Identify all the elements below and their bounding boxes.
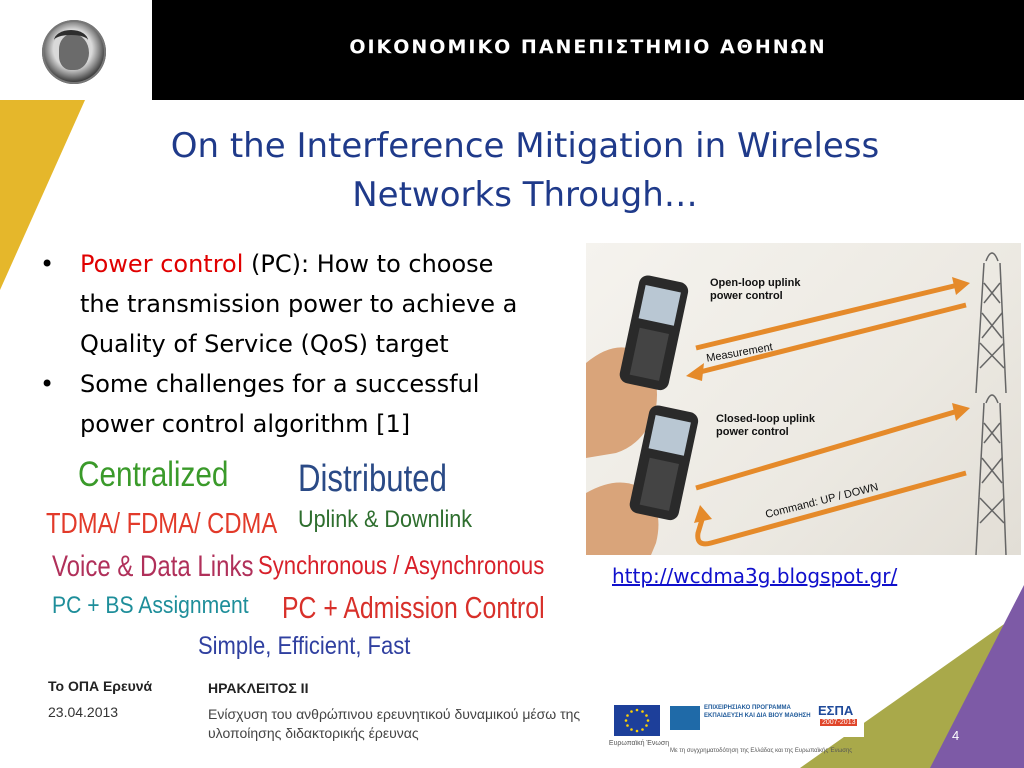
- label-measurement: Measurement: [705, 341, 774, 365]
- university-seal-logo: [42, 20, 106, 84]
- bullet-item-challenges: [40, 364, 600, 444]
- bullet-line: the transmission power to achieve a: [80, 290, 518, 318]
- bullet-line: [80, 244, 600, 284]
- keyword-pc-admission-control: PC + Admission Control: [282, 590, 545, 625]
- keyword-distributed: Distributed: [298, 458, 447, 500]
- keyword-tdma-fdma-cdma: TDMA/ FDMA/ CDMA: [46, 508, 278, 540]
- bullet-dot: •: [40, 370, 55, 398]
- slide-title: [110, 122, 940, 220]
- arrowhead-measurement: [686, 363, 704, 381]
- eu-caption: Ευρωπαϊκή Ένωση: [608, 740, 670, 747]
- label-closed-loop-line2: power control: [716, 426, 789, 438]
- bullet-dot: •: [40, 250, 55, 278]
- slide-title-line2: Networks Through…: [352, 175, 698, 215]
- footer-date: 23.04.2013: [48, 704, 119, 720]
- bullet-item-power-control: [40, 244, 600, 364]
- label-open-loop-line1: Open-loop uplink: [710, 277, 801, 289]
- eu-flag-logo: [614, 705, 660, 736]
- espa-logo: [818, 703, 864, 737]
- source-link[interactable]: http://wcdma3g.blogspot.gr/: [612, 564, 898, 588]
- arrowhead-closed-loop: [952, 403, 970, 421]
- keyword-uplink-downlink: Uplink & Downlink: [298, 506, 473, 533]
- espa-label: ΕΣΠΑ: [818, 703, 854, 718]
- keyword-centralized: Centralized: [78, 455, 229, 494]
- antenna-tower-top: [976, 253, 1006, 393]
- label-closed-loop-line1: Closed-loop uplink: [716, 413, 815, 425]
- slide-title-line1: On the Interference Mitigation in Wireless: [170, 126, 880, 166]
- seal-laurel: [54, 30, 88, 51]
- antenna-tower-bottom: [976, 395, 1006, 555]
- education-program-text: ΕΠΙΧΕΙΡΗΣΙΑΚΟ ΠΡΟΓΡΑΜΜΑ ΕΚΠΑΙΔΕΥΣΗ ΚΑΙ ΔΙΑ ΒΙΟΥ ΜΑΘΗΣΗ: [704, 705, 811, 719]
- university-name: ΟΙΚΟΝΟΜΙΚΟ ΠΑΝΕΠΙΣΤΗΜΙΟ ΑΘΗΝΩΝ: [349, 36, 827, 58]
- bullet-text: (PC): How to choose: [243, 250, 494, 278]
- label-open-loop-line2: power control: [710, 290, 783, 302]
- header-bar: [152, 0, 1024, 100]
- eu-stars: [614, 705, 660, 736]
- bullet-list: [40, 244, 600, 444]
- arrowhead-command: [694, 505, 712, 523]
- power-control-highlight: Power control: [80, 250, 244, 278]
- bullet-line: Some challenges for a successful: [80, 370, 480, 398]
- label-closed-loop: [716, 413, 815, 439]
- bullet-line: power control algorithm [1]: [80, 410, 411, 438]
- cofinance-caption: Με τη συγχρηματοδότηση της Ελλάδας και της Ευρωπαϊκής Ένωσης: [670, 748, 853, 754]
- phone-top: [618, 274, 690, 392]
- bullet-line: Quality of Service (QoS) target: [80, 330, 449, 358]
- keyword-synchronous-asynchronous: Synchronous / Asynchronous: [258, 550, 545, 580]
- education-program-logo: [670, 704, 810, 738]
- arrowhead-open-loop: [952, 277, 970, 295]
- espa-years: 2007-2013: [822, 719, 856, 726]
- footer-program-name: ΗΡΑΚΛΕΙΤΟΣ ΙΙ: [208, 680, 309, 696]
- footer-description: Ενίσχυση του ανθρώπινου ερευνητικού δυναμικού μέσω της υλοποίησης διδακτορικής έρευνας: [208, 706, 581, 741]
- keyword-simple-efficient-fast: Simple, Efficient, Fast: [198, 632, 411, 660]
- page-number: 4: [952, 728, 960, 743]
- label-open-loop: [710, 277, 800, 303]
- arrow-command-up-down: [698, 473, 966, 544]
- label-command: Command: UP / DOWN: [764, 481, 880, 521]
- footer-opa-label: Το ΟΠΑ Ερευνά: [48, 678, 153, 694]
- education-logo-mark: [670, 706, 700, 730]
- keyword-pc-bs-assignment: PC + BS Assignment: [52, 592, 249, 619]
- keyword-voice-data-links: Voice & Data Links: [52, 550, 254, 583]
- power-control-illustration: [586, 243, 1021, 555]
